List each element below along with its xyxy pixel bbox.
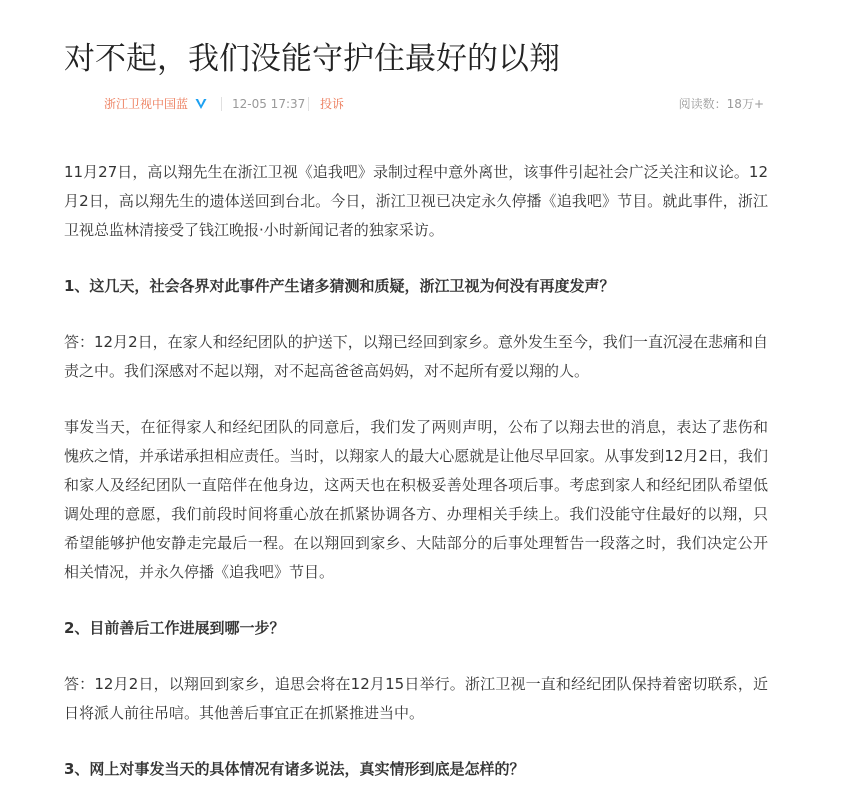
article-meta [64,94,764,114]
read-count: 阅读数：18万+ [678,97,764,111]
article-title: 对不起，我们没能守护住最好的以翔 [64,41,560,77]
verified-badge-icon [194,97,208,111]
question-heading: 2、目前善后工作进展到哪一步？ [64,619,285,637]
paragraph: 答：12月2日，在家人和经纪团队的护送下，以翔已经回到家乡。意外发生至今，我们一直沉浸在悲痛和自责之中。我们深感对不起以翔，对不起高爸爸高妈妈，对不起所有爱以翔的人。 [64,333,768,380]
publish-date: 12-05 17:37 [232,97,306,111]
article-body [64,158,768,784]
question-heading: 1、这几天，社会各界对此事件产生诸多猜测和质疑，浙江卫视为何没有再度发声？ [64,277,615,295]
meta-divider [221,97,222,111]
question-heading: 3、网上对事发当天的具体情况有诸多说法，真实情形到底是怎样的？ [64,760,525,778]
paragraph: 事发当天，在征得家人和经纪团队的同意后，我们发了两则声明，公布了以翔去世的消息，表达了悲伤和愧疚之情，并承诺承担相应责任。当时，以翔家人的最大心愿就是让他尽早回家。从事发到12月2日，我们和家人及经纪团队一直陪伴在他身边，这两天也在积极妥善处理各项后事。考虑到家人和经纪团队希望低调处理的意愿，我们前段时间将重心放在抓紧协调各方、办理相关手续上。我们没能守住最好的以翔，只希望能够护他安静走完最后一程。在以翔回到家乡、大陆部分的后事处理暂告一段落之时，我们决定公开相关情况，并永久停播《追我吧》节目。 [64,418,768,581]
source-link[interactable]: 浙江卫视中国蓝 [104,97,189,111]
paragraph: 11月27日，高以翔先生在浙江卫视《追我吧》录制过程中意外离世，该事件引起社会广泛关注和议论。12月2日，高以翔先生的遗体送回到台北。今日，浙江卫视已决定永久停播《追我吧》节目。就此事件，浙江卫视总监林清接受了钱江晚报·小时新闻记者的独家采访。 [64,163,768,239]
paragraph: 答：12月2日，以翔回到家乡，追思会将在12月15日举行。浙江卫视一直和经纪团队保持着密切联系，近日将派人前往吊唁。其他善后事宜正在抓紧推进当中。 [64,675,768,722]
meta-divider [308,97,309,111]
report-link[interactable]: 投诉 [320,97,345,111]
